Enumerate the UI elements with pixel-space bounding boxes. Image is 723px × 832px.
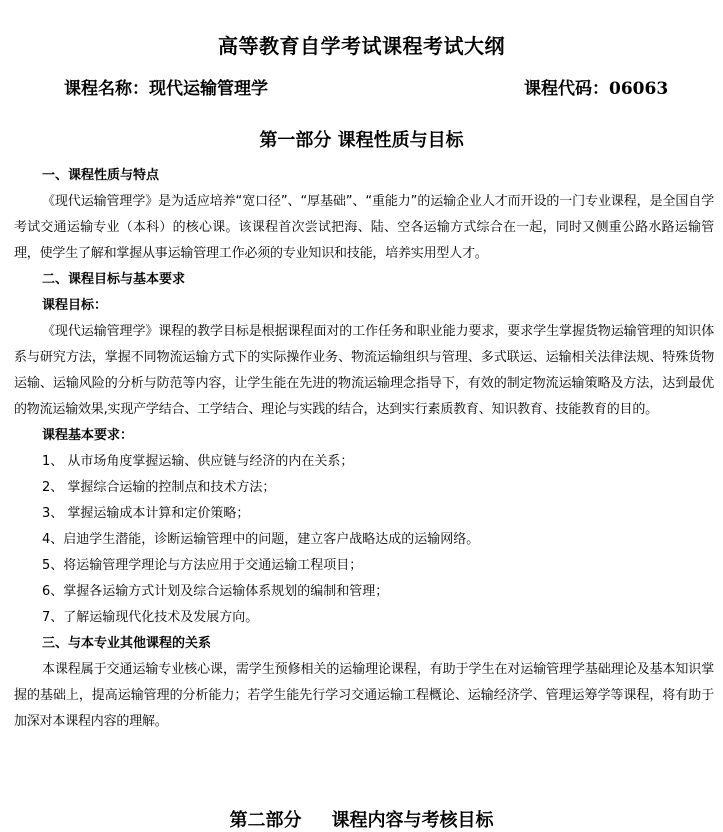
part-two-heading: 课程内容与考核目标 — [331, 810, 494, 831]
list-item: 1、 从市场角度掌握运输、供应链与经济的内在关系； — [42, 454, 354, 469]
course-info-row — [0, 74, 723, 100]
document-body — [14, 163, 714, 735]
subheading-basic-requirements: 课程基本要求： — [42, 428, 134, 443]
course-code: 课程代码：06063 — [524, 79, 669, 99]
document-title: 高等教育自学考试课程考试大纲 — [218, 34, 505, 58]
course-name: 课程名称：现代运输管理学 — [64, 79, 268, 99]
section-heading-goals: 二、课程目标与基本要求 — [42, 272, 186, 287]
list-item: 5、将运输管理学理论与方法应用于交通运输工程项目； — [42, 558, 363, 573]
list-item: 4、启迪学生潜能，诊断运输管理中的问题，建立客户战略达成的运输网络。 — [42, 532, 480, 547]
subheading-course-goal: 课程目标： — [42, 298, 108, 313]
part-two-label: 第二部分 — [229, 810, 302, 831]
paragraph-course-nature: 《现代运输管理学》是为适应培养“宽口径”、“厚基础”、“重能力”的运输企业人才而开设的一门专业课程，是全国自学考试交通运输专业（本科）的核心课。该课程首次尝试把海、陆、空各运输方式综合在一起，同时又侧重公路水路运输管理，使学生了解和掌握从事运输管理工作必须的专业知识和技能，培养实用型人才。 — [14, 194, 714, 261]
part-one-title: 第一部分 课程性质与目标 — [259, 130, 464, 151]
requirements-list — [14, 449, 714, 631]
section-heading-relations: 三、与本专业其他课程的关系 — [42, 636, 212, 651]
list-item: 2、 掌握综合运输的控制点和技术方法； — [42, 480, 276, 495]
part-two-title — [0, 806, 723, 832]
section-heading-nature: 一、课程性质与特点 — [42, 168, 160, 183]
list-item: 6、掌握各运输方式计划及综合运输体系规划的编制和管理； — [42, 584, 389, 599]
list-item: 7、了解运输现代化技术及发展方向。 — [42, 610, 259, 625]
paragraph-course-goal: 《现代运输管理学》课程的教学目标是根据课程面对的工作任务和职业能力要求，要求学生掌握货物运输管理的知识体系与研究方法，掌握不同物流运输方式下的实际操作业务、物流运输组织与管理、多式联运、运输相关法律法规、特殊货物运输、运输风险的分析与防范等内容，让学生能在先进的物流运输理念指导下，有效的制定物流运输策略及方法，达到最优的物流运输效果,实现产学结合、工学结合、理论与实践的结合，达到实行素质教育、知识教育、技能教育的目的。 — [14, 324, 714, 417]
paragraph-course-relations: 本课程属于交通运输专业核心课，需学生预修相关的运输理论课程，有助于学生在对运输管理学基础理论及基本知识掌握的基础上，提高运输管理的分析能力；若学生能先行学习交通运输工程概论、运输经济学、管理运筹学等课程，将有助于加深对本课程内容的理解。 — [14, 662, 714, 729]
list-item: 3、 掌握运输成本计算和定价策略； — [42, 506, 250, 521]
